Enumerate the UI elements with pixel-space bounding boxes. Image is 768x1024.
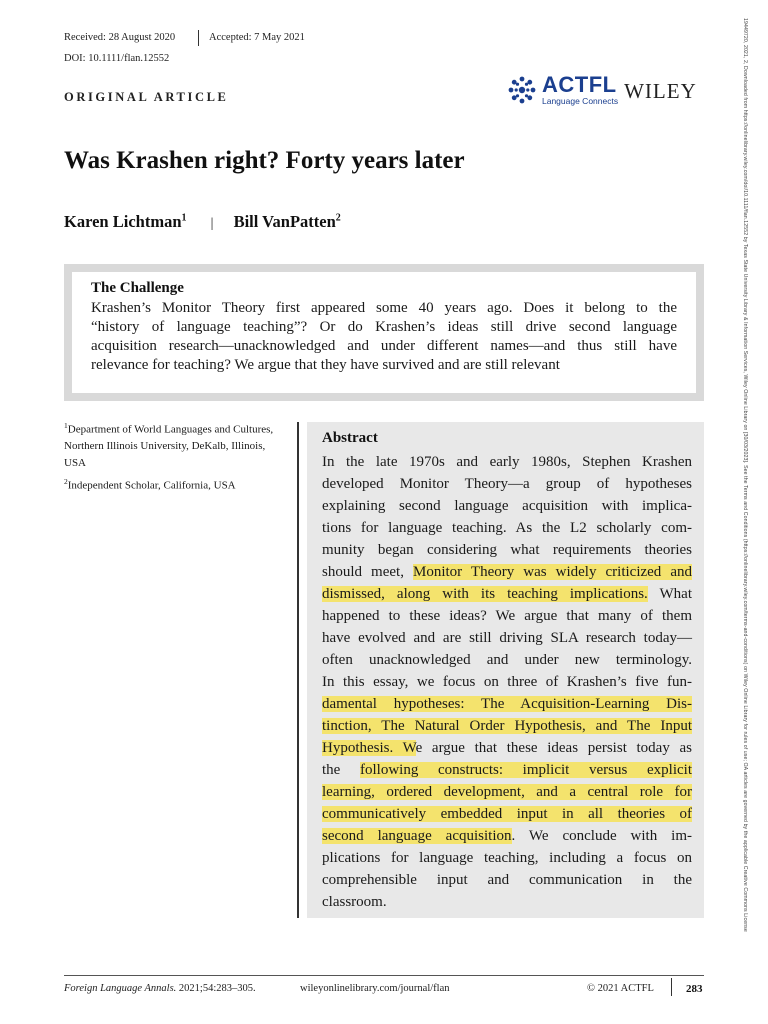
- abstract-line: [322, 737, 692, 759]
- affiliation-marker: 2: [64, 477, 68, 487]
- article-type-label: ORIGINAL ARTICLE: [64, 90, 229, 104]
- challenge-line: “history of language teaching”? Or do Krashen’s ideas still drive second language: [91, 319, 677, 335]
- meta-divider: [198, 30, 199, 46]
- abstract-line: [322, 715, 692, 737]
- challenge-line: acquisition research—unacknowledged and under different names—and thus still have: [91, 338, 677, 354]
- column-divider: [297, 422, 299, 918]
- copyright: © 2021 ACTFL: [587, 983, 654, 994]
- abstract-heading: Abstract: [322, 430, 378, 446]
- abstract-line: [322, 825, 692, 847]
- abstract-text: should meet,: [322, 564, 413, 580]
- highlighted-text: Monitor Theory was widely criticized and: [412, 564, 692, 580]
- challenge-heading: The Challenge: [91, 280, 184, 296]
- actfl-wordmark: [542, 74, 618, 106]
- abstract-line: [322, 627, 692, 649]
- author-separator: |: [210, 216, 214, 231]
- wiley-wordmark: WILEY: [624, 78, 697, 103]
- abstract-line: [322, 781, 692, 803]
- abstract-line: [322, 649, 692, 671]
- actfl-tagline: Language Connects: [542, 96, 619, 106]
- abstract-text: In this essay, we focus on three of Krashen’s five fun-: [322, 674, 692, 690]
- journal-name: Foreign Language Annals.: [64, 983, 177, 994]
- challenge-line: relevance for teaching? We argue that they have survived and are still relevant: [91, 357, 560, 373]
- affiliation-marker: 1: [64, 421, 68, 430]
- abstract-text: In the late 1970s and early 1980s, Stephen Krashen: [322, 454, 692, 470]
- abstract-line: [322, 561, 692, 583]
- abstract-text: comprehensible input and communication in the: [322, 872, 692, 888]
- abstract-line: [322, 583, 692, 605]
- abstract-line: [322, 605, 692, 627]
- doi-link[interactable]: DOI: 10.1111/flan.12552: [64, 53, 170, 64]
- highlighted-text: dismissed, along with its teaching implications.: [322, 586, 648, 602]
- abstract-text: munity began considering what requirements theories: [322, 542, 692, 558]
- affiliation-item: [64, 474, 282, 494]
- abstract-line: [322, 539, 692, 561]
- abstract-text: . We conclude with im-: [511, 828, 692, 844]
- abstract-text: the: [322, 762, 361, 778]
- author-name[interactable]: Karen Lichtman: [64, 212, 182, 231]
- abstract-line: [322, 869, 692, 891]
- abstract-line: [322, 473, 692, 495]
- abstract-line: [322, 451, 692, 473]
- abstract-text: often unacknowledged and under new terminology.: [322, 652, 692, 668]
- abstract-text: developed Monitor Theory—a group of hypotheses: [322, 476, 692, 492]
- footer-rule: [64, 975, 704, 976]
- abstract-line: [322, 759, 692, 781]
- highlighted-text: learning, ordered development, and a central role for: [322, 784, 692, 800]
- actfl-emblem-icon: [506, 74, 538, 106]
- challenge-box-inner: [72, 272, 696, 393]
- highlighted-text: second language acquisition: [322, 828, 512, 844]
- author-name[interactable]: Bill VanPatten: [233, 212, 336, 231]
- abstract-line: [322, 517, 692, 539]
- abstract-text: classroom.: [322, 894, 387, 910]
- footer-divider: [671, 978, 672, 996]
- highlighted-text: damental hypotheses: The Acquisition-Learning Dis-: [322, 696, 692, 712]
- challenge-box: [64, 264, 704, 401]
- abstract-text: plications for language teaching, including a focus on: [322, 850, 692, 866]
- highlighted-text: communicatively embedded input in all theories of: [322, 806, 692, 822]
- abstract-text: e argue that these ideas persist today as: [415, 740, 692, 756]
- abstract-text: tions for language teaching. As the L2 scholarly com-: [322, 520, 692, 536]
- received-date: Received: 28 August 2020: [64, 32, 176, 43]
- affiliations: [64, 418, 282, 494]
- abstract-line: [322, 803, 692, 825]
- abstract-line: [322, 671, 692, 693]
- abstract-body: [322, 451, 692, 913]
- article-title: Was Krashen right? Forty years later: [64, 147, 465, 174]
- abstract-text: explaining second language acquisition with implica-: [322, 498, 692, 514]
- abstract-line: [322, 847, 692, 869]
- journal-url[interactable]: wileyonlinelibrary.com/journal/flan: [300, 983, 450, 994]
- download-notice: 19449720, 2021, 2, Downloaded from https://onlinelibrary.wiley.com/doi/10.1111/flan.12552 by Texas State University Library & Information Services, Wiley Online Library on [30/03/2023]. See the Terms and Conditions (https://onlinelibrary.wiley.com/terms-and-conditions) on Wiley Online Library for rules of use; OA articles are governed by the applicable Creative Commons License: [742, 18, 748, 932]
- abstract-text: happened to these ideas? We argue that many of them: [322, 608, 692, 624]
- accepted-date: Accepted: 7 May 2021: [209, 32, 305, 43]
- page-number: 283: [686, 983, 703, 995]
- abstract-line: [322, 693, 692, 715]
- abstract-line: [322, 495, 692, 517]
- challenge-line: Krashen’s Monitor Theory first appeared some 40 years ago. Does it belong to the: [91, 300, 677, 316]
- author-affiliation-marker: 1: [181, 212, 187, 224]
- journal-citation: [64, 983, 256, 994]
- abstract-line: [322, 891, 692, 913]
- abstract-box: [307, 422, 704, 918]
- author-affiliation-marker: 2: [335, 212, 341, 224]
- highlighted-text: following constructs: implicit versus explicit: [360, 762, 693, 778]
- affiliation-item: [64, 418, 282, 471]
- challenge-body: [91, 299, 677, 375]
- author-list: [64, 212, 341, 232]
- abstract-text: have evolved and are still driving SLA research today—: [322, 630, 692, 646]
- affiliation-text: Department of World Languages and Cultures, Northern Illinois University, DeKalb, Illinois, USA: [64, 423, 274, 469]
- actfl-name: ACTFL: [542, 72, 617, 97]
- highlighted-text: tinction, The Natural Order Hypothesis, and The Input: [322, 718, 692, 734]
- highlighted-text: Hypothesis. W: [322, 740, 416, 756]
- abstract-text: What: [647, 586, 692, 602]
- affiliation-text: Independent Scholar, California, USA: [67, 479, 236, 492]
- publisher-logo: [506, 74, 697, 106]
- citation-volume: 2021;54:283–305.: [178, 983, 256, 994]
